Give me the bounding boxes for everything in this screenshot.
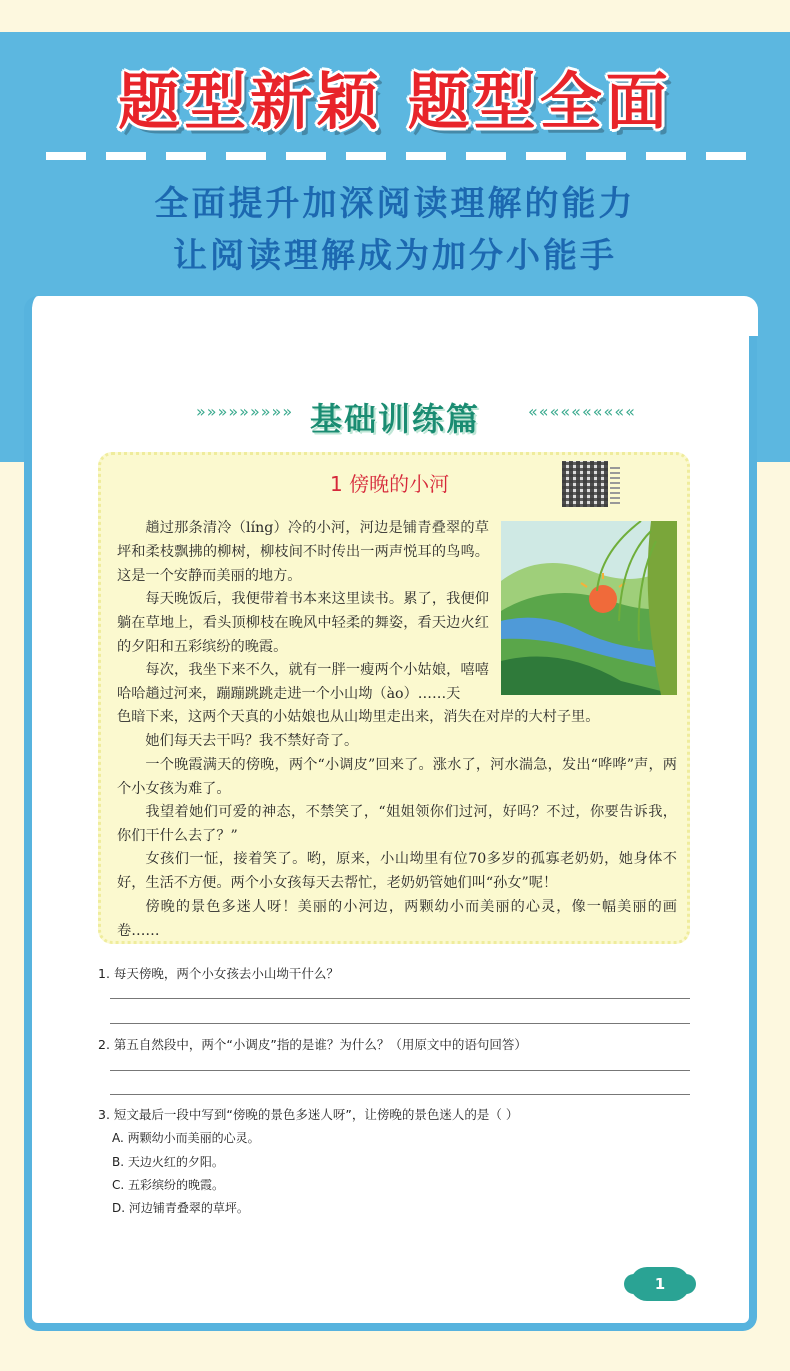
option-d[interactable]: D. 河边铺青叠翠的草坪。 [112,1201,249,1215]
question-1: 1. 每天傍晚，两个小女孩去小山坳干什么？ [98,966,339,981]
decorative-arrows-left: »»»»»»»»» [196,402,294,421]
story-paragraph-3: 色暗下来，这两个天真的小姑娘也从山坳里走出来，消失在对岸的大村子里。 [117,709,600,725]
story-title: 1 傍晚的小河 [330,472,450,496]
page-number-badge: 1 [630,1267,690,1301]
story-paragraph-7: 女孩们一怔，接着笑了。哟，原来，小山坳里有位70多岁的孤寡老奶奶，她身体不好，生活不方便。两个小女孩每天去帮忙，老奶奶管她们叫“孙女”呢！ [117,851,677,891]
option-b[interactable]: B. 天边火红的夕阳。 [112,1155,224,1169]
banner-subtitle-2: 让阅读理解成为加分小能手 [173,236,617,276]
answer-line[interactable] [110,1023,690,1024]
qr-code-icon [562,461,608,507]
answer-line[interactable] [110,998,690,999]
option-c[interactable]: C. 五彩缤纷的晚霞。 [112,1178,225,1192]
top-strip [0,0,790,32]
story-paragraph-3-start: 每次，我坐下来不久，就有一胖一瘦两个小姑娘，嘻嘻哈哈趟过河来，蹦蹦跳跳走进一个小山坳（ào）……天 [117,662,489,702]
answer-line[interactable] [110,1070,690,1071]
story-paragraph-8: 傍晚的景色多迷人呀！美丽的小河边，两颗幼小而美丽的心灵，像一幅美丽的画卷…… [117,899,677,939]
river-landscape-illustration [501,521,677,695]
story-paragraph-1: 趟过那条清冷（líng）冷的小河，河边是铺青叠翠的草坪和柔枝飘拂的柳树，柳枝间不时传出一两声悦耳的鸟鸣。这是一个安静而美丽的地方。 [117,520,489,584]
answer-line[interactable] [110,1094,690,1095]
question-2: 2. 第五自然段中，两个“小调皮”指的是谁？为什么？（用原文中的语句回答） [98,1037,527,1052]
worksheet-page-top [32,296,758,336]
story-paragraph-6: 我望着她们可爱的神态，不禁笑了，“姐姐领你们过河，好吗？不过，你要告诉我，你们干什么去了？” [117,804,677,844]
banner-headline: 题型新颖 题型全面 [118,65,672,138]
story-paragraph-4: 她们每天去干吗？我不禁好奇了。 [145,733,359,749]
story-paragraph-2: 每天晚饭后，我便带着书本来这里读书。累了，我便仰躺在草地上，看头顶柳枝在晚风中轻柔的舞姿，看天边火红的夕阳和五彩缤纷的晚霞。 [117,591,489,655]
left-margin-strip [0,462,22,1371]
section-title: 基础训练篇 [309,400,480,438]
question-3: 3. 短文最后一段中写到“傍晚的景色多迷人呀”，让傍晚的景色迷人的是（ ） [98,1107,519,1122]
decorative-arrows-right: «««««««««« [528,402,636,421]
option-a[interactable]: A. 两颗幼小而美丽的心灵。 [112,1131,260,1145]
qr-caption-icon [610,464,620,504]
banner-subtitle-1: 全面提升加深阅读理解的能力 [154,184,636,224]
dashed-divider [46,152,746,160]
story-paragraph-5: 一个晚霞满天的傍晚，两个“小调皮”回来了。涨水了，河水湍急，发出“哗哗”声，两个小女孩为难了。 [117,757,677,797]
